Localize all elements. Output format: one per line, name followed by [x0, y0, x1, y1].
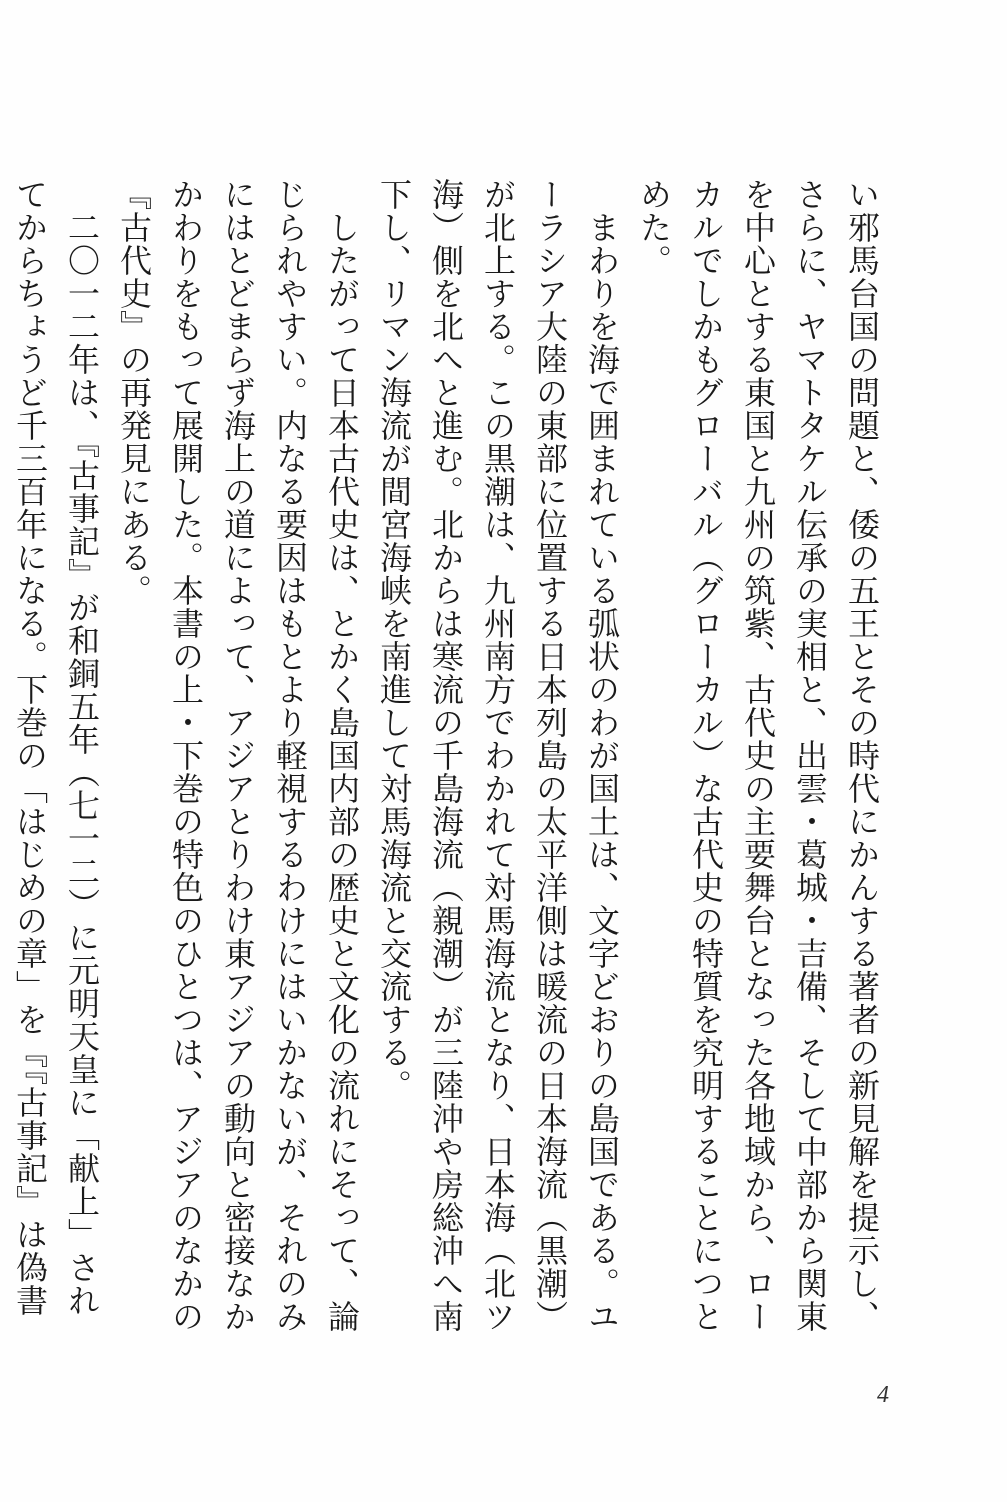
paragraph-1: い邪馬台国の問題と、倭の五王とその時代にかんする著者の新見解を提示し、さらに、ヤマトタケル伝承の実相と、出雲・葛城・吉備、そして中部から関東を中心とする東国と九州の筑紫、古代史の主要舞台となった各地域から、ローカルでしかもグローバル（グローカル）な古代史の特質を究明することにつとめた。 [635, 178, 881, 1333]
paragraph-3: したがって日本古代史は、とかく島国内部の歴史と文化の流れにそって、論じられやすい。内なる要因はもとより軽視するわけにはいかないが、それのみにはとどまらず海上の道によって、アジアとりわけ東アジアの動向と密接なかかわりをもって展開した。本書の上・下巻の特色のひとつは、アジアのなかの『古代史』の再発見にある。 [115, 178, 361, 1333]
page-number: 4 [877, 1382, 889, 1408]
paragraph-4: 二〇一二年は、『古事記』が和銅五年（七一二）に元明天皇に「献上」されてからちょうど千三百年になる。下巻の「はじめの章」を『『古事記』は偽書 [11, 178, 101, 1317]
body-text [11, 178, 888, 1338]
paragraph-2: まわりを海で囲まれている弧状のわが国土は、文字どおりの島国である。ユーラシア大陸の東部に位置する日本列島の太平洋側は暖流の日本海流（黒潮）が北上する。この黒潮は、九州南方でわかれて対馬海流となり、日本海（北ツ海）側を北へと進む。北からは寒流の千島海流（親潮）が三陸沖や房総沖へ南下し、リマン海流が間宮海峡を南進して対馬海流と交流する。 [375, 178, 621, 1333]
